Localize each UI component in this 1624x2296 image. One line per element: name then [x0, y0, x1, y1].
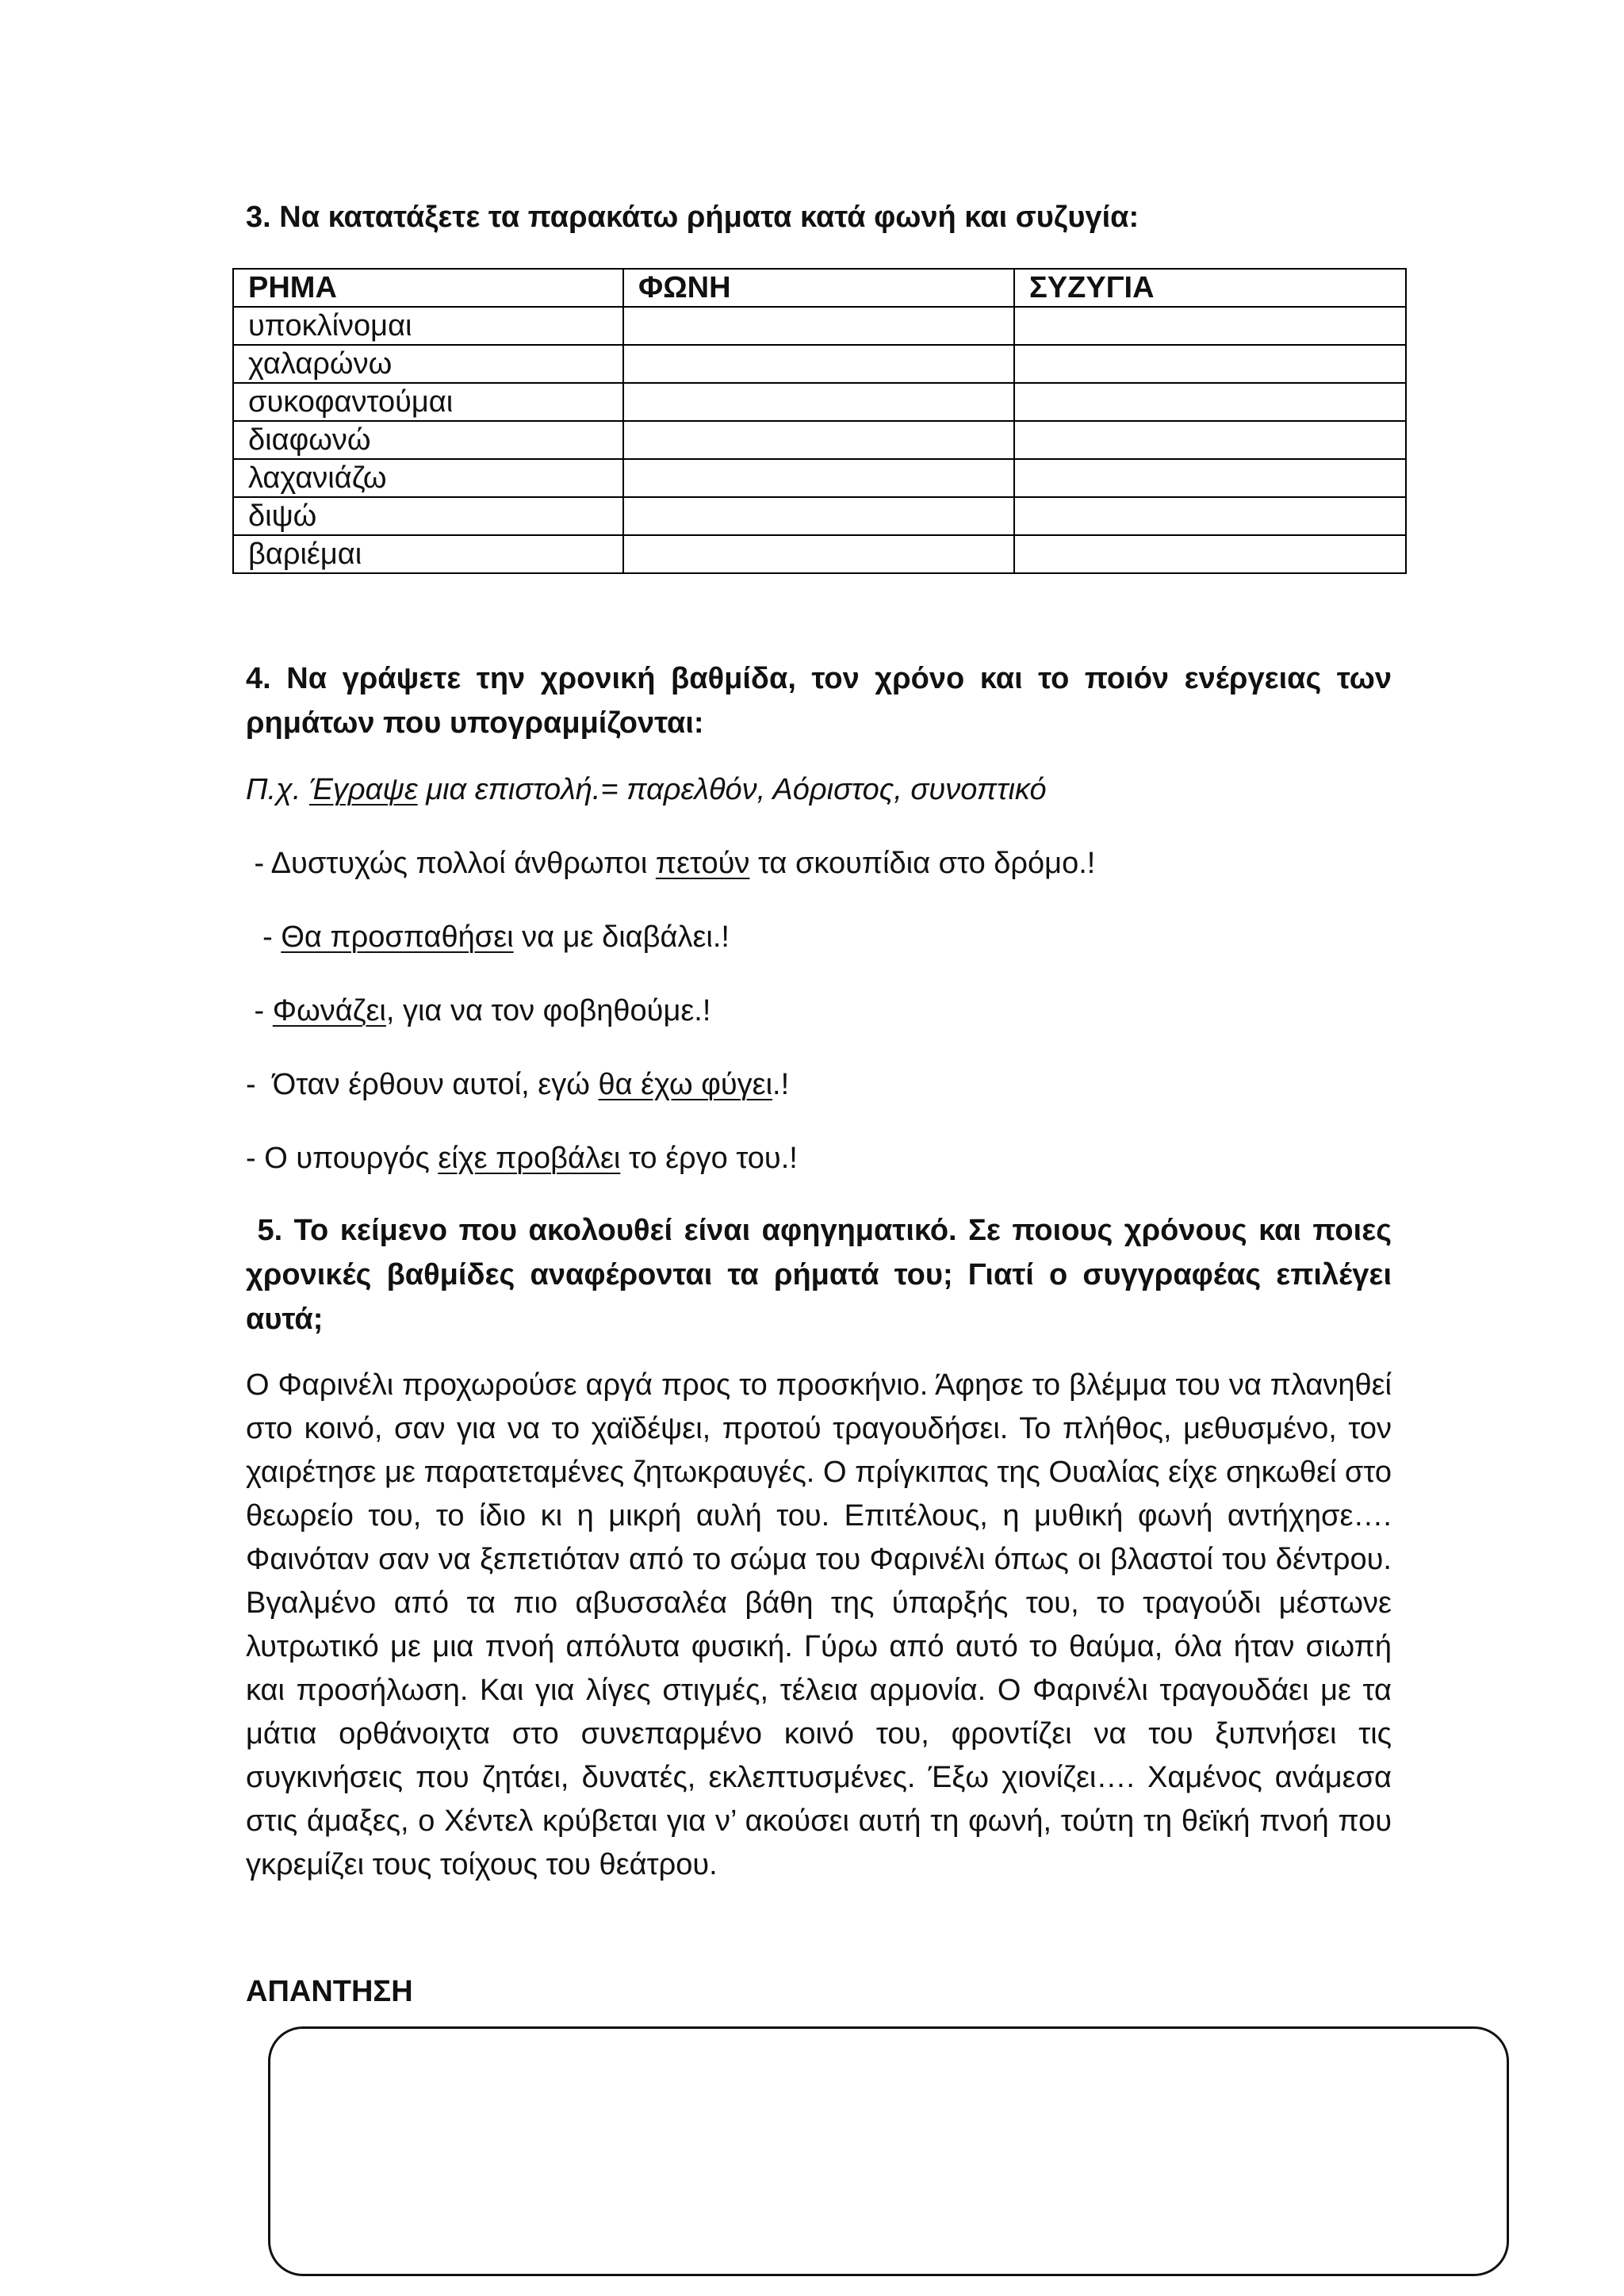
verb-cell: βαριέμαι	[233, 535, 623, 573]
answer-box[interactable]	[268, 2026, 1509, 2276]
q4-title: 4. Να γράψετε την χρονική βαθμίδα, τον χρόνο και το ποιόν ενέργειας των ρημάτων που υπογραμμίζονται:	[246, 662, 1392, 740]
verb-cell: λαχανιάζω	[233, 459, 623, 497]
example-prefix: Π.χ.	[246, 773, 309, 806]
verb-cell: διαφωνώ	[233, 421, 623, 459]
underlined-verb: Θα προσπαθήσει	[281, 920, 514, 954]
q4-item	[246, 916, 1404, 958]
example-answer: μια επιστολή.= παρελθόν, Αόριστος, συνοπτικό	[417, 773, 1047, 806]
voice-cell[interactable]	[623, 345, 1014, 383]
q5-passage: Ο Φαρινέλι προχωρούσε αργά προς το προσκήνιο. Άφησε το βλέμμα του να πλανηθεί στο κοινό, σαν για να το χαϊδέψει, προτού τραγουδήσει. Το πλήθος, μεθυσμένο, τον χαιρέτησε με παρατεταμένες ζητωκραυγές. Ο πρίγκιπας της Ουαλίας είχε σηκωθεί στο θεωρείο του, το ίδιο κι η μικρή αυλή του. Επιτέλους, η μυθική φωνή αντήχησε…. Φαινόταν σαν να ξεπετιόταν από το σώμα του Φαρινέλι όπως οι βλαστοί του δέντρου. Βγαλμένο από τα πιο αβυσσαλέα βάθη της ύπαρξής του, το τραγούδι μέστωνε λυτρωτικό με μια πνοή απόλυτα φυσική. Γύρω από αυτό το θαύμα, όλα ήταν σιωπή και προσήλωση. Και για λίγες στιγμές, τέλεια αρμονία. Ο Φαρινέλι τραγουδάει με τα μάτια ορθάνοιχτα στο συνεπαρμένο κοινό του, φροντίζει να του ξυπνήσει τις συγκινήσεις που ζητάει, δυνατές, εκλεπτυσμένες. Έξω χιονίζει…. Χαμένος ανάμεσα στις άμαξες, ο Χέντελ κρύβεται για ν’ ακούσει αυτή τη φωνή, τούτη τη θεϊκή πνοή που γκρεμίζει τους τοίχους του θεάτρου.	[246, 1368, 1392, 1881]
item-text: -	[246, 920, 282, 954]
item-text: - Δυστυχώς πολλοί άνθρωποι	[246, 847, 656, 880]
item-text: να με διαβάλει.!	[513, 920, 730, 954]
conjugation-cell[interactable]	[1014, 383, 1406, 421]
item-text: - Όταν έρθουν αυτοί, εγώ	[246, 1068, 599, 1101]
verb-cell: υποκλίνομαι	[233, 307, 623, 345]
example-underlined-verb: Έγραψε	[308, 773, 418, 806]
q4-item	[246, 990, 1404, 1031]
table-row	[233, 421, 1406, 459]
voice-cell[interactable]	[623, 421, 1014, 459]
conjugation-cell[interactable]	[1014, 307, 1406, 345]
q4-item	[246, 1064, 1404, 1105]
underlined-verb: Φωνάζει	[272, 994, 386, 1027]
underlined-verb: είχε προβάλει	[438, 1142, 621, 1175]
voice-cell[interactable]	[623, 307, 1014, 345]
item-text: το έργο του.!	[620, 1142, 798, 1175]
verb-cell: χαλαρώνω	[233, 345, 623, 383]
table-row	[233, 345, 1406, 383]
q4-item	[246, 843, 1404, 884]
voice-cell[interactable]	[623, 497, 1014, 535]
table-row	[233, 383, 1406, 421]
table-row	[233, 497, 1406, 535]
item-text: -	[246, 994, 273, 1027]
q4-example	[246, 769, 1404, 810]
verb-cell: συκοφαντούμαι	[233, 383, 623, 421]
conjugation-cell[interactable]	[1014, 535, 1406, 573]
header-voice: ΦΩΝΗ	[623, 269, 1014, 307]
header-verb: ΡΗΜΑ	[233, 269, 623, 307]
header-conjugation: ΣΥΖΥΓΙΑ	[1014, 269, 1406, 307]
table-row	[233, 307, 1406, 345]
underlined-verb: θα έχω φύγει	[598, 1068, 773, 1101]
item-text: τα σκουπίδια στο δρόμο.!	[749, 847, 1096, 880]
item-text: .!	[772, 1068, 790, 1101]
verb-cell: διψώ	[233, 497, 623, 535]
table-row	[233, 459, 1406, 497]
conjugation-cell[interactable]	[1014, 459, 1406, 497]
answer-label: ΑΠΑΝΤΗΣΗ	[246, 1975, 413, 2008]
conjugation-cell[interactable]	[1014, 345, 1406, 383]
voice-cell[interactable]	[623, 459, 1014, 497]
table-row	[233, 535, 1406, 573]
verb-table	[232, 268, 1407, 574]
item-text: , για να τον φοβηθούμε.!	[385, 994, 711, 1027]
q4-item	[246, 1138, 1404, 1179]
voice-cell[interactable]	[623, 383, 1014, 421]
voice-cell[interactable]	[623, 535, 1014, 573]
conjugation-cell[interactable]	[1014, 421, 1406, 459]
table-header-row	[233, 269, 1406, 307]
underlined-verb: πετούν	[655, 847, 750, 880]
q5-title: 5. Το κείμενο που ακολουθεί είναι αφηγηματικό. Σε ποιους χρόνους και ποιες χρονικές βαθμίδες αναφέρονται τα ρήματά του; Γιατί ο συγγραφέας επιλέγει αυτά;	[246, 1214, 1400, 1336]
item-text: - Ο υπουργός	[246, 1142, 439, 1175]
q3-title: 3. Να κατατάξετε τα παρακάτω ρήματα κατά φωνή και συζυγία:	[246, 201, 1139, 234]
conjugation-cell[interactable]	[1014, 497, 1406, 535]
